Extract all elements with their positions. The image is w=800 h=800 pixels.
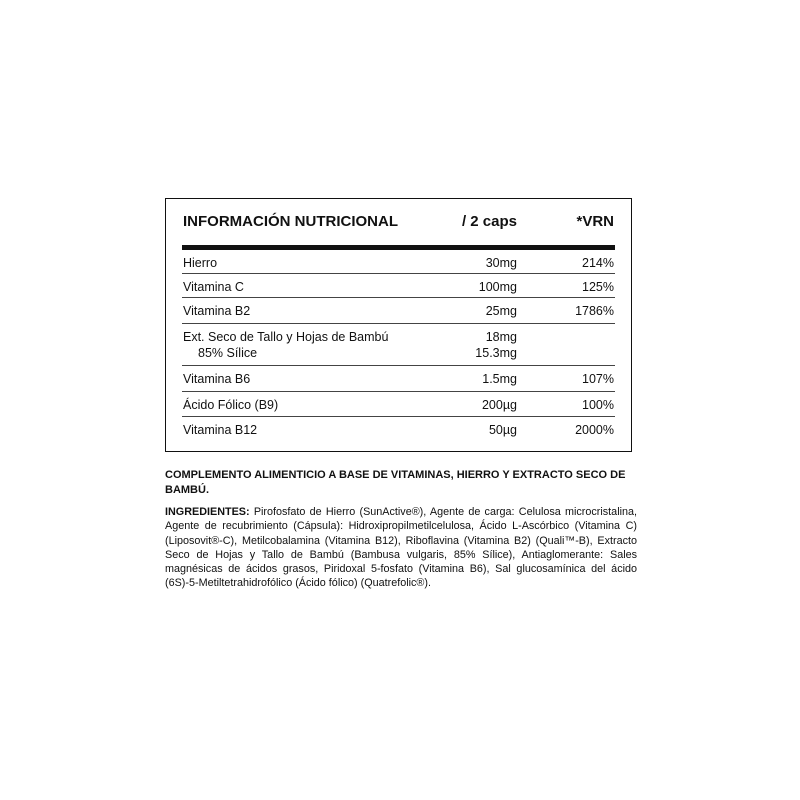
row-vrn: 1786% — [575, 304, 614, 318]
supplement-title: COMPLEMENTO ALIMENTICIO A BASE DE VITAMINAS, HIERRO Y EXTRACTO SECO DE BAMBÚ. — [165, 469, 626, 496]
header-vrn: *VRN — [576, 213, 614, 230]
row-qty: 25mg — [485, 304, 517, 318]
row-subitem-qty: 15.3mg — [475, 346, 517, 360]
table-row — [182, 417, 615, 443]
table-row — [182, 298, 615, 324]
header-per-2-caps: / 2 caps — [461, 213, 517, 230]
row-qty: 100mg — [478, 280, 517, 294]
row-vrn: 214% — [582, 256, 614, 270]
row-name: Ext. Seco de Tallo y Hojas de Bambú — [183, 330, 389, 344]
ingredients-text: Pirofosfato de Hierro (SunActive®), Agente de carga: Celulosa microcristalina, Agente de recubrimiento (Cápsula): Hidroxipropilmetilcelulosa, Ácido L-Ascórbico (Vitamina C) (Liposovit®-C), Metilcobalamina (Vitamina B12), Riboflavina (Vitamina B2) (Quali™-B), Extracto Seco de Hojas y Tallo de Bambú (Bambusa vulgaris, 85% Sílice), Antiaglomerante: Sales magnésicas de ácidos grasos, Piridoxal 5-fosfato (Vitamina B6), Sal glucosamínica del ácido (6S)-5-Metiltetrahidrofólico (Ácido fólico) (Quatrefolic®). — [165, 506, 637, 590]
table-header — [182, 199, 615, 250]
row-vrn: 2000% — [575, 423, 614, 437]
ingredients-label: INGREDIENTES: — [165, 506, 250, 518]
table-row — [182, 250, 615, 274]
row-subitem-name: 85% Sílice — [198, 346, 258, 360]
table-row — [182, 324, 615, 366]
row-name: Hierro — [183, 256, 218, 270]
row-qty: 18mg — [485, 330, 517, 344]
ingredients-paragraph — [165, 505, 637, 591]
row-vrn: 100% — [582, 398, 614, 412]
row-name: Vitamina B12 — [183, 423, 258, 437]
row-vrn: 125% — [582, 280, 614, 294]
nutrition-table — [165, 198, 632, 452]
row-name: Vitamina B6 — [183, 372, 251, 386]
row-qty: 200µg — [481, 398, 517, 412]
table-row — [182, 392, 615, 417]
table-row — [182, 274, 615, 298]
row-name: Vitamina B2 — [183, 304, 251, 318]
row-qty: 50µg — [488, 423, 517, 437]
row-qty: 30mg — [485, 256, 517, 270]
row-name: Vitamina C — [183, 280, 244, 294]
table-body — [182, 250, 615, 443]
row-name: Ácido Fólico (B9) — [183, 398, 279, 412]
row-qty: 1.5mg — [482, 372, 517, 386]
row-vrn: 107% — [582, 372, 614, 386]
table-row — [182, 366, 615, 392]
header-nutrition-info: INFORMACIÓN NUTRICIONAL — [183, 213, 398, 230]
